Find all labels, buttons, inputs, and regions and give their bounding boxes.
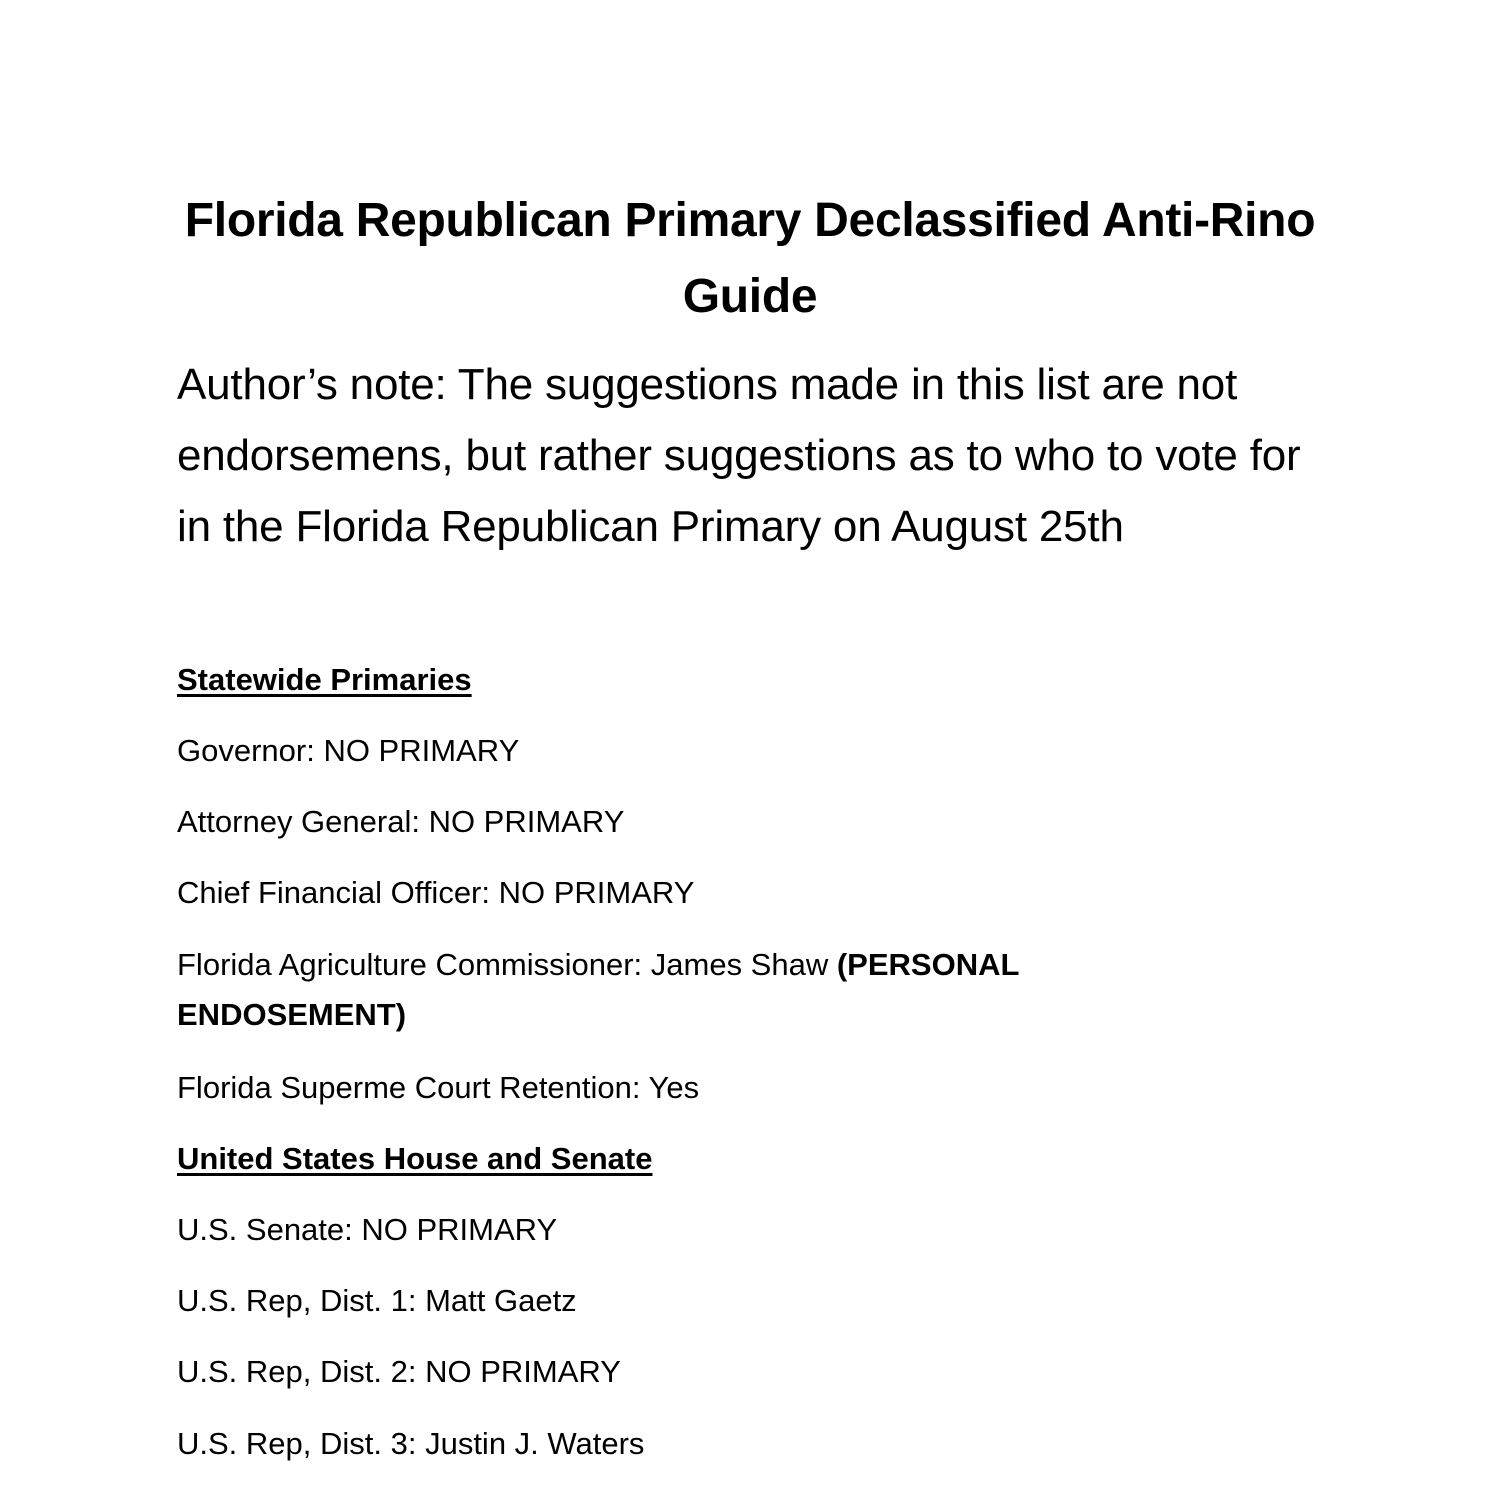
list-item-governor: Governor: NO PRIMARY — [177, 733, 520, 768]
document-title: Florida Republican Primary Declassified Anti-Rino Guide — [184, 194, 1316, 323]
list-item-attorney-general: Attorney General: NO PRIMARY — [177, 804, 625, 839]
section-heading-statewide: Statewide Primaries — [177, 662, 472, 697]
list-item-supreme-court-retention: Florida Superme Court Retention: Yes — [177, 1070, 700, 1105]
agriculture-commissioner-text: Florida Agriculture Commissioner: James Shaw — [177, 947, 829, 982]
personal-endorsement-note: (PERSONAL ENDOSEMENT) — [177, 947, 1019, 1032]
section-heading-federal: United States House and Senate — [177, 1141, 653, 1176]
list-item-us-senate: U.S. Senate: NO PRIMARY — [177, 1212, 558, 1247]
list-item-us-rep-dist-2: U.S. Rep, Dist. 2: NO PRIMARY — [177, 1354, 621, 1389]
list-item-cfo: Chief Financial Officer: NO PRIMARY — [177, 875, 695, 910]
list-item-us-rep-dist-1: U.S. Rep, Dist. 1: Matt Gaetz — [177, 1283, 577, 1318]
list-item-us-rep-dist-3: U.S. Rep, Dist. 3: Justin J. Waters — [177, 1426, 645, 1461]
list-item-agriculture-commissioner — [177, 940, 1177, 1040]
authors-note: Author’s note: The suggestions made in this list are not endorsemens, but rather suggestions as to who to vote for in the Florida Republican Primary on August 25th — [177, 360, 1301, 551]
